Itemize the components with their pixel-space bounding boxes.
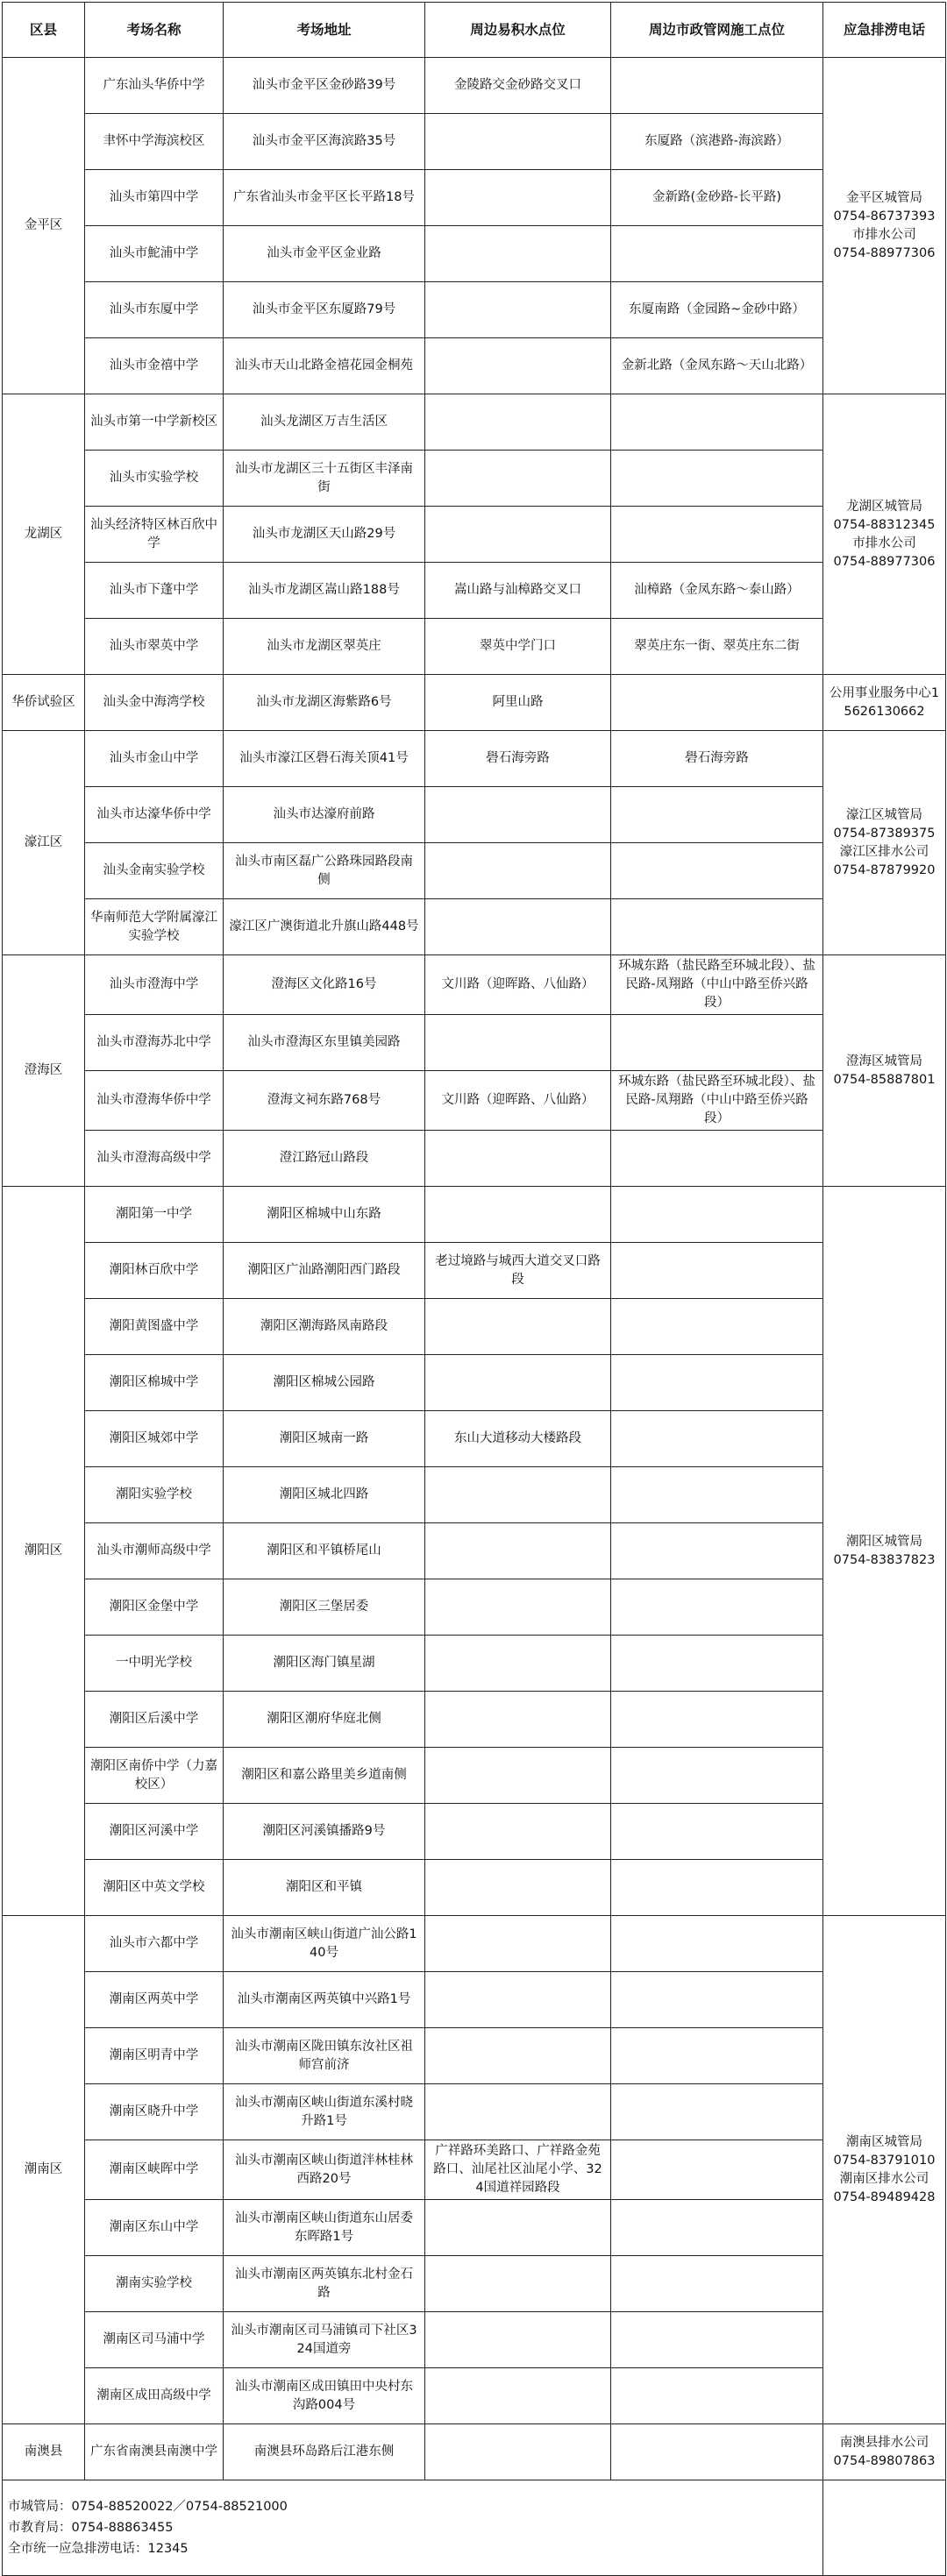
waterlogging-cell <box>425 1916 611 1972</box>
waterlogging-cell <box>425 1636 611 1692</box>
address-cell: 潮阳区和嘉公路里美乡道南侧 <box>224 1748 425 1804</box>
district-cell: 澄海区 <box>3 955 85 1187</box>
pipe-works-cell <box>611 1916 823 1972</box>
table-row <box>3 1131 946 1187</box>
table-row <box>3 731 946 787</box>
school-name-cell: 汕头市金山中学 <box>85 731 224 787</box>
pipe-works-cell: 翠英庄东一街、翠英庄东二街 <box>611 619 823 675</box>
district-cell: 龙湖区 <box>3 394 85 675</box>
school-name-cell: 潮阳区河溪中学 <box>85 1804 224 1860</box>
address-cell: 汕头市潮南区两英镇东北村金石路 <box>224 2256 425 2312</box>
table-row <box>3 1523 946 1579</box>
footer-note <box>3 2480 823 2576</box>
school-name-cell: 汕头市翠英中学 <box>85 619 224 675</box>
pipe-works-cell <box>611 1972 823 2028</box>
address-cell: 潮阳区潮府华庭北侧 <box>224 1692 425 1748</box>
address-cell: 潮阳区城南一路 <box>224 1411 425 1467</box>
table-row <box>3 1748 946 1804</box>
address-cell: 濠江区广澳街道北升旗山路448号 <box>224 899 425 955</box>
waterlogging-cell <box>425 1467 611 1523</box>
pipe-works-cell <box>611 451 823 507</box>
pipe-works-cell <box>611 1015 823 1071</box>
address-cell: 澄海区文化路16号 <box>224 955 425 1015</box>
address-cell: 汕头市达濠府前路 <box>224 787 425 843</box>
school-name-cell: 汕头市澄海苏北中学 <box>85 1015 224 1071</box>
table-row <box>3 619 946 675</box>
waterlogging-cell <box>425 843 611 899</box>
pipe-works-cell: 金新北路（金凤东路～天山北路） <box>611 338 823 394</box>
waterlogging-cell <box>425 507 611 563</box>
table-row <box>3 2256 946 2312</box>
waterlogging-cell: 老过境路与城西大道交叉口路段 <box>425 1243 611 1299</box>
address-cell: 汕头市金平区金砂路39号 <box>224 58 425 114</box>
pipe-works-cell <box>611 1523 823 1579</box>
header-address: 考场地址 <box>224 3 425 58</box>
school-name-cell: 潮南区两英中学 <box>85 1972 224 2028</box>
header-pipe-works: 周边市政管网施工点位 <box>611 3 823 58</box>
table-row <box>3 2368 946 2424</box>
school-name-cell: 汕头经济特区林百欣中学 <box>85 507 224 563</box>
pipe-works-cell <box>611 1692 823 1748</box>
phone-line: 0754-86737393 <box>833 209 936 224</box>
table-row <box>3 1243 946 1299</box>
table-row <box>3 1972 946 2028</box>
address-cell: 潮阳区棉城中山东路 <box>224 1187 425 1243</box>
emergency-phone-cell <box>823 1187 946 1916</box>
emergency-phone-cell <box>823 731 946 955</box>
address-cell: 潮阳区和平镇 <box>224 1860 425 1916</box>
waterlogging-cell: 东山大道移动大楼路段 <box>425 1411 611 1467</box>
school-name-cell: 潮南区司马浦中学 <box>85 2312 224 2368</box>
phone-line: 0754-89489428 <box>833 2189 936 2204</box>
pipe-works-cell <box>611 2140 823 2200</box>
address-cell: 汕头市龙湖区翠英庄 <box>224 619 425 675</box>
pipe-works-cell: 东厦南路（金园路~金砂中路） <box>611 282 823 338</box>
header-school-name: 考场名称 <box>85 3 224 58</box>
address-cell: 汕头市潮南区司马浦镇司下社区324国道旁 <box>224 2312 425 2368</box>
pipe-works-cell <box>611 787 823 843</box>
school-name-cell: 广东汕头华侨中学 <box>85 58 224 114</box>
school-name-cell: 潮南区峡晖中学 <box>85 2140 224 2200</box>
school-name-cell: 潮阳区城郊中学 <box>85 1411 224 1467</box>
pipe-works-cell <box>611 1131 823 1187</box>
address-cell: 汕头市濠江区礐石海关顶41号 <box>224 731 425 787</box>
pipe-works-cell: 环城东路（盐民路至环城北段）、盐民路-凤翔路（中山中路至侨兴路段） <box>611 1071 823 1131</box>
table-row <box>3 563 946 619</box>
table-row <box>3 1015 946 1071</box>
table-row <box>3 1299 946 1355</box>
school-name-cell: 潮阳第一中学 <box>85 1187 224 1243</box>
address-cell: 潮阳区河溪镇播路9号 <box>224 1804 425 1860</box>
table-row <box>3 1355 946 1411</box>
header-district: 区县 <box>3 3 85 58</box>
waterlogging-cell <box>425 1131 611 1187</box>
pipe-works-cell <box>611 1187 823 1243</box>
pipe-works-cell <box>611 1579 823 1636</box>
table-body <box>3 58 946 2480</box>
school-name-cell: 潮南区成田高级中学 <box>85 2368 224 2424</box>
school-name-cell: 汕头金中海湾学校 <box>85 675 224 731</box>
table-row <box>3 282 946 338</box>
phone-line: 0754-88312345 <box>833 517 936 532</box>
address-cell: 潮阳区三堡居委 <box>224 1579 425 1636</box>
waterlogging-cell <box>425 1692 611 1748</box>
address-cell: 汕头市南区磊广公路珠园路段南侧 <box>224 843 425 899</box>
pipe-works-cell <box>611 2028 823 2084</box>
address-cell: 汕头市龙湖区三十五街区丰泽南街 <box>224 451 425 507</box>
emergency-phone-cell <box>823 2424 946 2480</box>
phone-line: 公用事业服务中心15626130662 <box>829 685 940 719</box>
table-row <box>3 955 946 1015</box>
pipe-works-cell: 金新路(金砂路-长平路) <box>611 170 823 226</box>
waterlogging-cell <box>425 1748 611 1804</box>
exam-site-table <box>2 2 946 2576</box>
school-name-cell: 汕头市东厦中学 <box>85 282 224 338</box>
school-name-cell: 聿怀中学海滨校区 <box>85 114 224 170</box>
footer-row <box>3 2480 946 2576</box>
address-cell: 潮阳区海门镇星湖 <box>224 1636 425 1692</box>
table-header-row <box>3 3 946 58</box>
address-cell: 汕头市潮南区成田镇田中央村东沟路004号 <box>224 2368 425 2424</box>
header-emergency-phone: 应急排涝电话 <box>823 3 946 58</box>
pipe-works-cell <box>611 843 823 899</box>
waterlogging-cell <box>425 899 611 955</box>
waterlogging-cell: 文川路（迎晖路、八仙路） <box>425 1071 611 1131</box>
table-row <box>3 787 946 843</box>
school-name-cell: 汕头市澄海华侨中学 <box>85 1071 224 1131</box>
phone-line: 金平区城管局 <box>846 190 922 205</box>
address-cell: 南澳县环岛路后江港东侧 <box>224 2424 425 2480</box>
address-cell: 汕头市天山北路金禧花园金桐苑 <box>224 338 425 394</box>
address-cell: 广东省汕头市金平区长平路18号 <box>224 170 425 226</box>
waterlogging-cell <box>425 2368 611 2424</box>
school-name-cell: 潮阳区中英文学校 <box>85 1860 224 1916</box>
district-cell: 潮阳区 <box>3 1187 85 1916</box>
phone-line: 濠江区排水公司 <box>839 844 929 859</box>
address-cell: 汕头市潮南区陇田镇东汝社区祖师宫前济 <box>224 2028 425 2084</box>
table-row <box>3 2312 946 2368</box>
pipe-works-cell <box>611 675 823 731</box>
pipe-works-cell <box>611 507 823 563</box>
waterlogging-cell <box>425 1299 611 1355</box>
waterlogging-cell <box>425 1804 611 1860</box>
address-cell: 汕头市金平区金业路 <box>224 226 425 282</box>
waterlogging-cell <box>425 787 611 843</box>
pipe-works-cell: 礐石海旁路 <box>611 731 823 787</box>
table-row <box>3 2424 946 2480</box>
phone-line: 龙湖区城管局 <box>846 499 922 514</box>
pipe-works-cell <box>611 1860 823 1916</box>
phone-line: 0754-83791010 <box>833 2153 936 2168</box>
table-row <box>3 899 946 955</box>
phone-line: 0754-83837823 <box>833 1552 936 1567</box>
table-row <box>3 1636 946 1692</box>
table-row <box>3 2028 946 2084</box>
address-cell: 澄海文祠东路768号 <box>224 1071 425 1131</box>
table-row <box>3 58 946 114</box>
phone-line: 潮阳区城管局 <box>846 1534 922 1549</box>
address-cell: 汕头市龙湖区海紫路6号 <box>224 675 425 731</box>
school-name-cell: 汕头市金禧中学 <box>85 338 224 394</box>
table-row <box>3 675 946 731</box>
footer-line: 全市统一应急排涝电话：12345 <box>8 2542 189 2556</box>
table-row <box>3 1804 946 1860</box>
waterlogging-cell <box>425 451 611 507</box>
table-row <box>3 226 946 282</box>
school-name-cell: 汕头市第四中学 <box>85 170 224 226</box>
waterlogging-cell <box>425 170 611 226</box>
school-name-cell: 潮阳实验学校 <box>85 1467 224 1523</box>
pipe-works-cell: 东厦路（滨港路-海滨路） <box>611 114 823 170</box>
school-name-cell: 汕头金南实验学校 <box>85 843 224 899</box>
waterlogging-cell <box>425 114 611 170</box>
emergency-phone-cell <box>823 675 946 731</box>
waterlogging-cell <box>425 2200 611 2256</box>
school-name-cell: 一中明光学校 <box>85 1636 224 1692</box>
waterlogging-cell <box>425 2424 611 2480</box>
school-name-cell: 潮南区明青中学 <box>85 2028 224 2084</box>
header-waterlogging-points: 周边易积水点位 <box>425 3 611 58</box>
emergency-phone-cell <box>823 1916 946 2424</box>
table-row <box>3 451 946 507</box>
address-cell: 汕头市潮南区峡山街道东溪村晓升路1号 <box>224 2084 425 2140</box>
table-row <box>3 1860 946 1916</box>
waterlogging-cell <box>425 1860 611 1916</box>
address-cell: 澄江路冠山路段 <box>224 1131 425 1187</box>
address-cell: 潮阳区城北四路 <box>224 1467 425 1523</box>
footer-line: 市教育局：0754-88863455 <box>8 2521 174 2535</box>
address-cell: 汕头龙湖区万吉生活区 <box>224 394 425 451</box>
footer-empty-cell <box>823 2480 946 2576</box>
phone-line: 0754-88977306 <box>833 554 936 569</box>
table-row <box>3 507 946 563</box>
waterlogging-cell: 礐石海旁路 <box>425 731 611 787</box>
phone-line: 市排水公司 <box>852 227 916 242</box>
school-name-cell: 汕头市达濠华侨中学 <box>85 787 224 843</box>
pipe-works-cell: 环城东路（盐民路至环城北段）、盐民路-凤翔路（中山中路至侨兴路段） <box>611 955 823 1015</box>
school-name-cell: 潮阳区南侨中学（力嘉校区） <box>85 1748 224 1804</box>
school-name-cell: 汕头市潮师高级中学 <box>85 1523 224 1579</box>
district-cell: 金平区 <box>3 58 85 394</box>
pipe-works-cell <box>611 1467 823 1523</box>
waterlogging-cell <box>425 394 611 451</box>
school-name-cell: 汕头市澄海中学 <box>85 955 224 1015</box>
address-cell: 汕头市潮南区两英镇中兴路1号 <box>224 1972 425 2028</box>
table-row <box>3 1187 946 1243</box>
footer-line: 市城管局：0754-88520022／0754-88521000 <box>8 2500 288 2514</box>
pipe-works-cell <box>611 899 823 955</box>
school-name-cell: 潮阳区棉城中学 <box>85 1355 224 1411</box>
table-row <box>3 2140 946 2200</box>
school-name-cell: 汕头市鮀浦中学 <box>85 226 224 282</box>
address-cell: 潮阳区广汕路潮阳西门路段 <box>224 1243 425 1299</box>
waterlogging-cell <box>425 2028 611 2084</box>
school-name-cell: 潮阳黄图盛中学 <box>85 1299 224 1355</box>
district-cell: 南澳县 <box>3 2424 85 2480</box>
school-name-cell: 潮阳区金堡中学 <box>85 1579 224 1636</box>
school-name-cell: 潮南区东山中学 <box>85 2200 224 2256</box>
phone-line: 南澳县排水公司 <box>839 2435 929 2450</box>
pipe-works-cell <box>611 226 823 282</box>
table-row <box>3 1071 946 1131</box>
pipe-works-cell <box>611 1243 823 1299</box>
school-name-cell: 华南师范大学附属濠江实验学校 <box>85 899 224 955</box>
waterlogging-cell <box>425 2312 611 2368</box>
table-row <box>3 2084 946 2140</box>
pipe-works-cell <box>611 58 823 114</box>
address-cell: 汕头市金平区海滨路35号 <box>224 114 425 170</box>
pipe-works-cell <box>611 2200 823 2256</box>
phone-line: 0754-89807863 <box>833 2453 936 2468</box>
phone-line: 0754-88977306 <box>833 245 936 260</box>
pipe-works-cell <box>611 394 823 451</box>
district-cell: 潮南区 <box>3 1916 85 2424</box>
waterlogging-cell: 阿里山路 <box>425 675 611 731</box>
address-cell: 汕头市澄海区东里镇美园路 <box>224 1015 425 1071</box>
phone-line: 澄海区城管局 <box>846 1054 922 1068</box>
table-row <box>3 843 946 899</box>
address-cell: 汕头市潮南区峡山街道广汕公路140号 <box>224 1916 425 1972</box>
table-row <box>3 2200 946 2256</box>
table-row <box>3 170 946 226</box>
table-row <box>3 1579 946 1636</box>
emergency-phone-cell <box>823 58 946 394</box>
waterlogging-cell: 文川路（迎晖路、八仙路） <box>425 955 611 1015</box>
pipe-works-cell <box>611 1804 823 1860</box>
school-name-cell: 汕头市澄海高级中学 <box>85 1131 224 1187</box>
phone-line: 0754-87879920 <box>833 862 936 877</box>
school-name-cell: 潮南实验学校 <box>85 2256 224 2312</box>
school-name-cell: 汕头市实验学校 <box>85 451 224 507</box>
waterlogging-cell: 广祥路环美路口、广祥路金苑路口、汕尾社区汕尾小学、324国道祥园路段 <box>425 2140 611 2200</box>
school-name-cell: 潮南区晓升中学 <box>85 2084 224 2140</box>
address-cell: 潮阳区潮海路凤南路段 <box>224 1299 425 1355</box>
table-row <box>3 394 946 451</box>
address-cell: 汕头市潮南区峡山街道东山居委东晖路1号 <box>224 2200 425 2256</box>
waterlogging-cell <box>425 1355 611 1411</box>
table-row <box>3 1916 946 1972</box>
phone-line: 潮南区城管局 <box>846 2134 922 2149</box>
pipe-works-cell <box>611 1748 823 1804</box>
school-name-cell: 汕头市第一中学新校区 <box>85 394 224 451</box>
district-cell: 华侨试验区 <box>3 675 85 731</box>
waterlogging-cell <box>425 1523 611 1579</box>
waterlogging-cell <box>425 282 611 338</box>
table-row <box>3 1411 946 1467</box>
table-row <box>3 114 946 170</box>
emergency-phone-cell <box>823 394 946 675</box>
waterlogging-cell <box>425 1579 611 1636</box>
school-name-cell: 潮阳区后溪中学 <box>85 1692 224 1748</box>
pipe-works-cell <box>611 1355 823 1411</box>
address-cell: 汕头市金平区东厦路79号 <box>224 282 425 338</box>
address-cell: 潮阳区和平镇桥尾山 <box>224 1523 425 1579</box>
pipe-works-cell <box>611 1411 823 1467</box>
table-row <box>3 1692 946 1748</box>
table-row <box>3 338 946 394</box>
district-cell: 濠江区 <box>3 731 85 955</box>
address-cell: 汕头市龙湖区嵩山路188号 <box>224 563 425 619</box>
pipe-works-cell <box>611 1299 823 1355</box>
phone-line: 市排水公司 <box>852 536 916 550</box>
waterlogging-cell <box>425 1015 611 1071</box>
emergency-phone-cell <box>823 955 946 1187</box>
waterlogging-cell <box>425 2256 611 2312</box>
waterlogging-cell: 嵩山路与汕樟路交叉口 <box>425 563 611 619</box>
phone-line: 0754-85887801 <box>833 1072 936 1087</box>
school-name-cell: 潮阳林百欣中学 <box>85 1243 224 1299</box>
waterlogging-cell <box>425 1187 611 1243</box>
school-name-cell: 汕头市六都中学 <box>85 1916 224 1972</box>
waterlogging-cell <box>425 1972 611 2028</box>
phone-line: 濠江区城管局 <box>846 807 922 822</box>
pipe-works-cell: 汕樟路（金凤东路～泰山路） <box>611 563 823 619</box>
waterlogging-cell <box>425 2084 611 2140</box>
table-row <box>3 1467 946 1523</box>
school-name-cell: 汕头市下蓬中学 <box>85 563 224 619</box>
waterlogging-cell <box>425 338 611 394</box>
pipe-works-cell <box>611 1636 823 1692</box>
school-name-cell: 广东省南澳县南澳中学 <box>85 2424 224 2480</box>
pipe-works-cell <box>611 2312 823 2368</box>
waterlogging-cell: 翠英中学门口 <box>425 619 611 675</box>
waterlogging-cell <box>425 226 611 282</box>
waterlogging-cell: 金陵路交金砂路交叉口 <box>425 58 611 114</box>
phone-line: 0754-87389375 <box>833 826 936 841</box>
address-cell: 汕头市潮南区峡山街道泮林桂林西路20号 <box>224 2140 425 2200</box>
address-cell: 潮阳区棉城公园路 <box>224 1355 425 1411</box>
pipe-works-cell <box>611 2084 823 2140</box>
address-cell: 汕头市龙湖区天山路29号 <box>224 507 425 563</box>
phone-line: 潮南区排水公司 <box>839 2171 929 2186</box>
pipe-works-cell <box>611 2368 823 2424</box>
pipe-works-cell <box>611 2424 823 2480</box>
pipe-works-cell <box>611 2256 823 2312</box>
